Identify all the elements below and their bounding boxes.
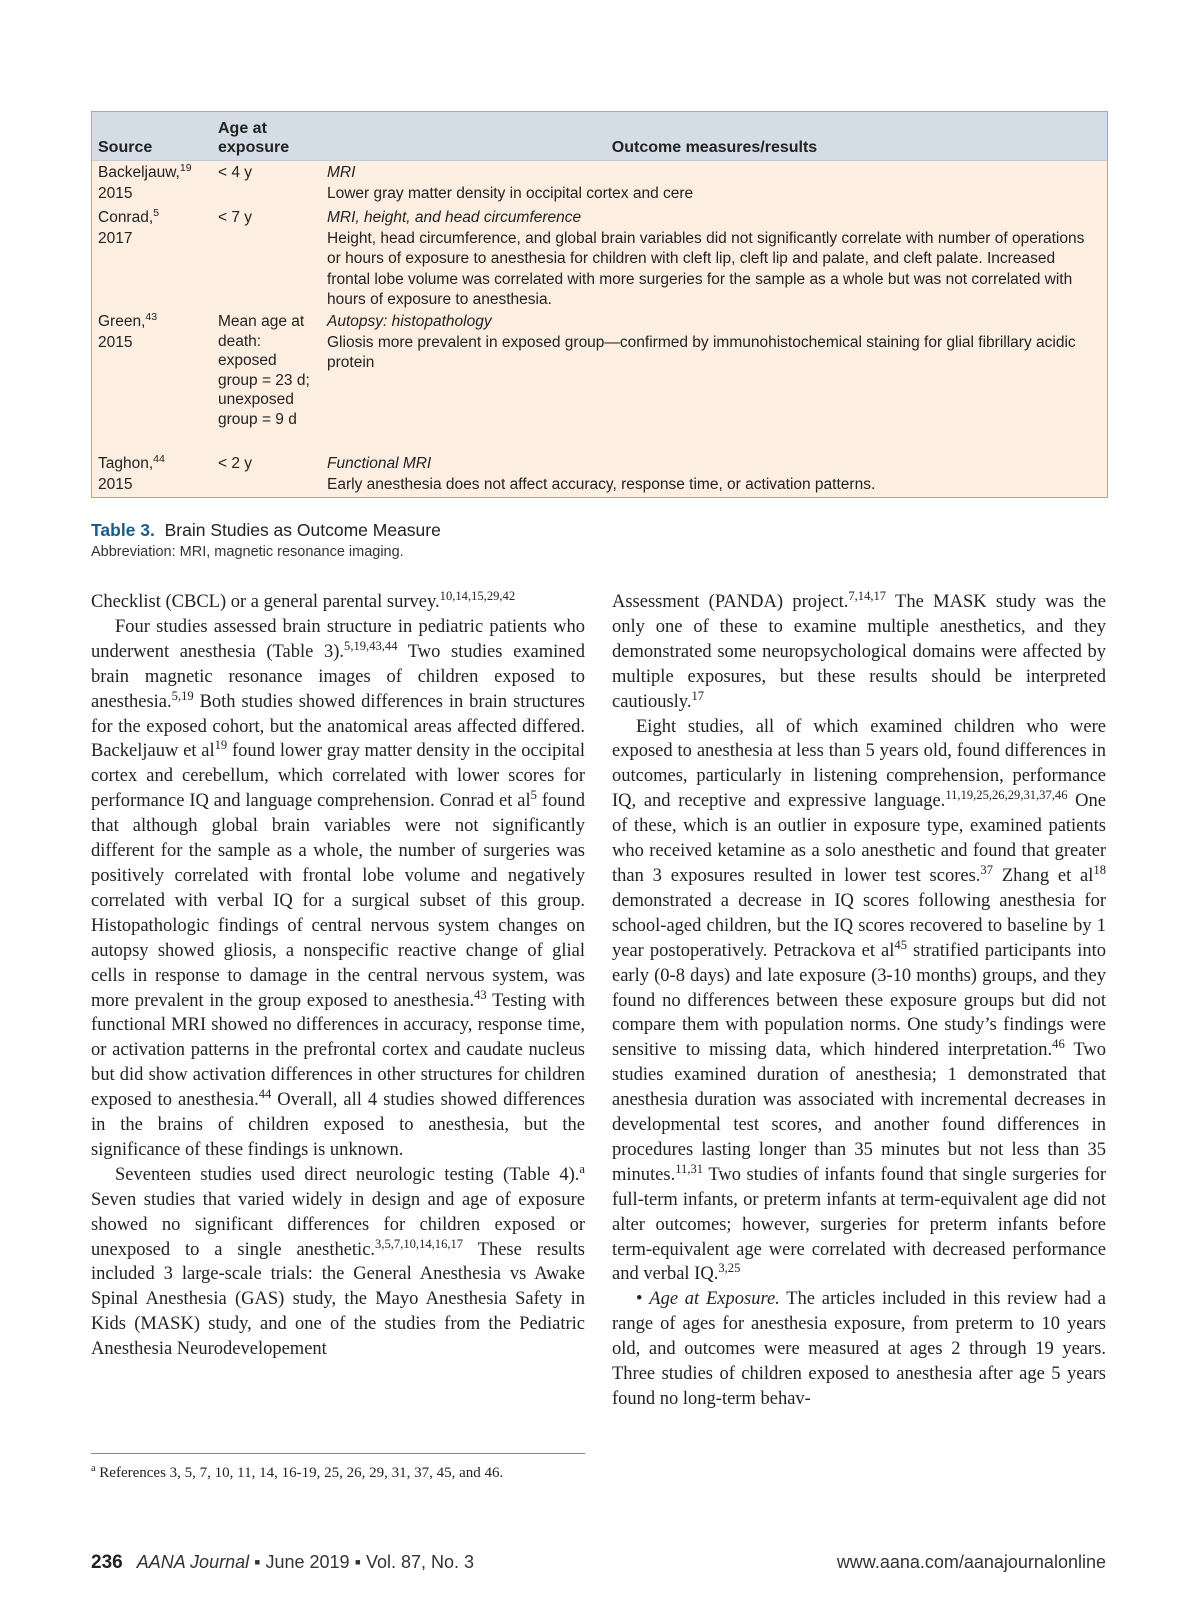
age-cell: Mean age at death: exposed group = 23 d; unexposed group = 9 d <box>218 313 310 428</box>
source-cell: Taghon,$^{44}$ 2015 <box>98 452 165 493</box>
outcome-cell: MRI, height, and head circumference Height, head circumference, and global brain variables did not significantly correlate with number of operations or hours of exposure to anesthesia for children with cleft lip, cleft lip and palate, and cleft palate. Increased frontal lobe volume was correlated with more surgeries for the sample as a whole but was not correlated with hours of exposure to anesthesia. <box>327 209 1085 308</box>
source-cell: Conrad,$^5$ 2017 <box>98 206 160 247</box>
paragraph: Checklist (CBCL) or a general parental survey.$^{10,14,15,29,42}$ <box>91 588 516 612</box>
age-cell: < 2 y <box>218 455 253 472</box>
age-cell: < 7 y <box>218 209 253 226</box>
source-cell: Backeljauw,$^{19}$ 2015 <box>98 161 192 202</box>
outcome-cell: Functional MRI Early anesthesia does not affect accuracy, response time, or activation patterns. <box>327 455 876 493</box>
paragraph: Eight studies, all of which examined children who were exposed to anesthesia at less than 5 years old, found differences in outcomes, particularly in listening comprehension, performance IQ, and receptive and expressive language.$^{11,19,25,26,29,31,37,46}$ One of these, which is an outlier in exposure type, examined patients who received ketamine as a solo anesthetic and found that greater than 3 exposures resulted in lower test scores.$^{37}$ Zhang et $al^{18}$ demonstrated a decrease in IQ scores following anesthesia for school-aged children, but the IQ scores recovered to baseline by 1 year postoperatively. Petrackova et $al^{45}$ stratified participants into early (0-8 days) and late exposure (3-10 months) groups, and they found no differences between these exposure groups but did not compare them with population norms. One study’s findings were sensitive to missing data, which hindered interpretation.$^{46}$ Two studies examined duration of anesthesia; 1 demonstrated that anesthesia duration was associated with incremental decreases in developmental test scores, and another found differences in procedures lasting longer than 35 minutes but not less than 35 minutes.$^{11,31}$ Two studies of infants found that single surgeries for full-term infants, or preterm infants at term-equivalent age did not alter outcomes; however, surgeries for preterm infants before term-equivalent age were correlated with decreased performance and verbal IQ.$^{3,25}$ <box>612 716 1106 1285</box>
outcome-cell: Autopsy: histopathology Gliosis more prevalent in exposed group—confirmed by immunohistochemical staining for glial fibrillary acidic protein <box>327 313 1076 371</box>
paragraph: Assessment (PANDA) project.$^{7,14,17}$ The MASK study was the only one of these to examine multiple anesthetics, and they demonstrated some neuropsychological domains were affected by multiple exposures, but these results should be interpreted cautiously.$^{17}$ <box>612 588 1106 712</box>
caption-abbreviation: Abbreviation: MRI, magnetic resonance imaging. <box>91 544 404 560</box>
table-row <box>92 452 1107 497</box>
footer-journal: 236 AANA Journal ▪ June 2019 ▪ Vol. 87, No. 3 <box>91 1552 475 1573</box>
footnote: $^a$ References 3, 5, 7, 10, 11, 14, 16-19, 25, 26, 29, 31, 37, 45, and 46. <box>91 1463 504 1481</box>
footnote-rule <box>91 1453 585 1454</box>
age-cell: < 4 y <box>218 164 253 181</box>
header-age: Age at exposure <box>218 120 290 156</box>
paragraph: Seventeen studies used direct neurologic testing (Table 4).$^a$ Seven studies that varied widely in design and age of exposure showed no significant differences for children exposed or unexposed to a single anesthetic.$^{3,5,7,10,14,16,17}$ These results included 3 large-scale trials: the General Anesthesia vs Awake Spinal Anesthesia (GAS) study, the Mayo Anesthesia Safety in Kids (MASK) study, and one of the studies from the Pediatric Anesthesia Neurodevelopement <box>91 1161 585 1360</box>
brain-studies-table <box>91 111 1108 498</box>
table-row <box>92 161 1107 206</box>
paragraph: Four studies assessed brain structure in pediatric patients who underwent anesthesia (Table 3).$^{5,19,43,44}$ Two studies examined brain magnetic resonance images of children exposed to anesthesia.$^{5,19}$ Both studies showed differences in brain structures for the exposed cohort, but the anatomical areas affected differed. Backeljauw et $al^{19}$ found lower gray matter density in the occipital cortex and cerebellum, which correlated with lower scores for performance IQ and language comprehension. Conrad et $al^5$ found that although global brain variables were not significantly different for the sample as a whole, the number of surgeries was positively correlated with frontal lobe volume and negatively correlated with verbal IQ for a surgical subset of this group. Histopathologic findings of central nervous system changes on autopsy showed gliosis, a nonspecific reactive change of glial cells in response to damage in the central nervous system, was more prevalent in the group exposed to anesthesia.$^{43}$ Testing with functional MRI showed no differences in accuracy, response time, or activation patterns in the prefrontal cortex and caudate nucleus but did show activation differences in other structures for children exposed to anesthesia.$^{44}$ Overall, all 4 studies showed differences in the brains of children exposed to anesthesia, but the significance of these findings is unknown. <box>91 616 585 1160</box>
right-column <box>612 590 1106 1412</box>
caption-title: Table 3. Brain Studies as Outcome Measure <box>91 520 441 540</box>
section-subhead: Age at Exposure. <box>649 1289 780 1310</box>
header-source: Source <box>98 139 153 156</box>
footer-url[interactable]: www.aana.com/aanajournalonline <box>836 1552 1106 1572</box>
left-column <box>91 590 585 1362</box>
page-number: 236 <box>91 1552 123 1573</box>
table-header <box>92 112 1107 161</box>
header-outcome: Outcome measures/results <box>611 139 818 156</box>
table-row <box>92 206 1107 310</box>
paragraph: • Age at Exposure. The articles included in this review had a range of ages for anesthesia exposure, from preterm to 10 years old, and outcomes were measured at ages 2 through 19 years. Three studies of children exposed to anesthesia after age 5 years found no long-term behav- <box>612 1289 1106 1409</box>
table-row <box>92 310 1107 452</box>
outcome-cell: MRI Lower gray matter density in occipital cortex and cere <box>327 164 694 202</box>
table-caption <box>91 520 441 560</box>
source-cell: Green,$^{43}$ 2015 <box>98 310 158 351</box>
